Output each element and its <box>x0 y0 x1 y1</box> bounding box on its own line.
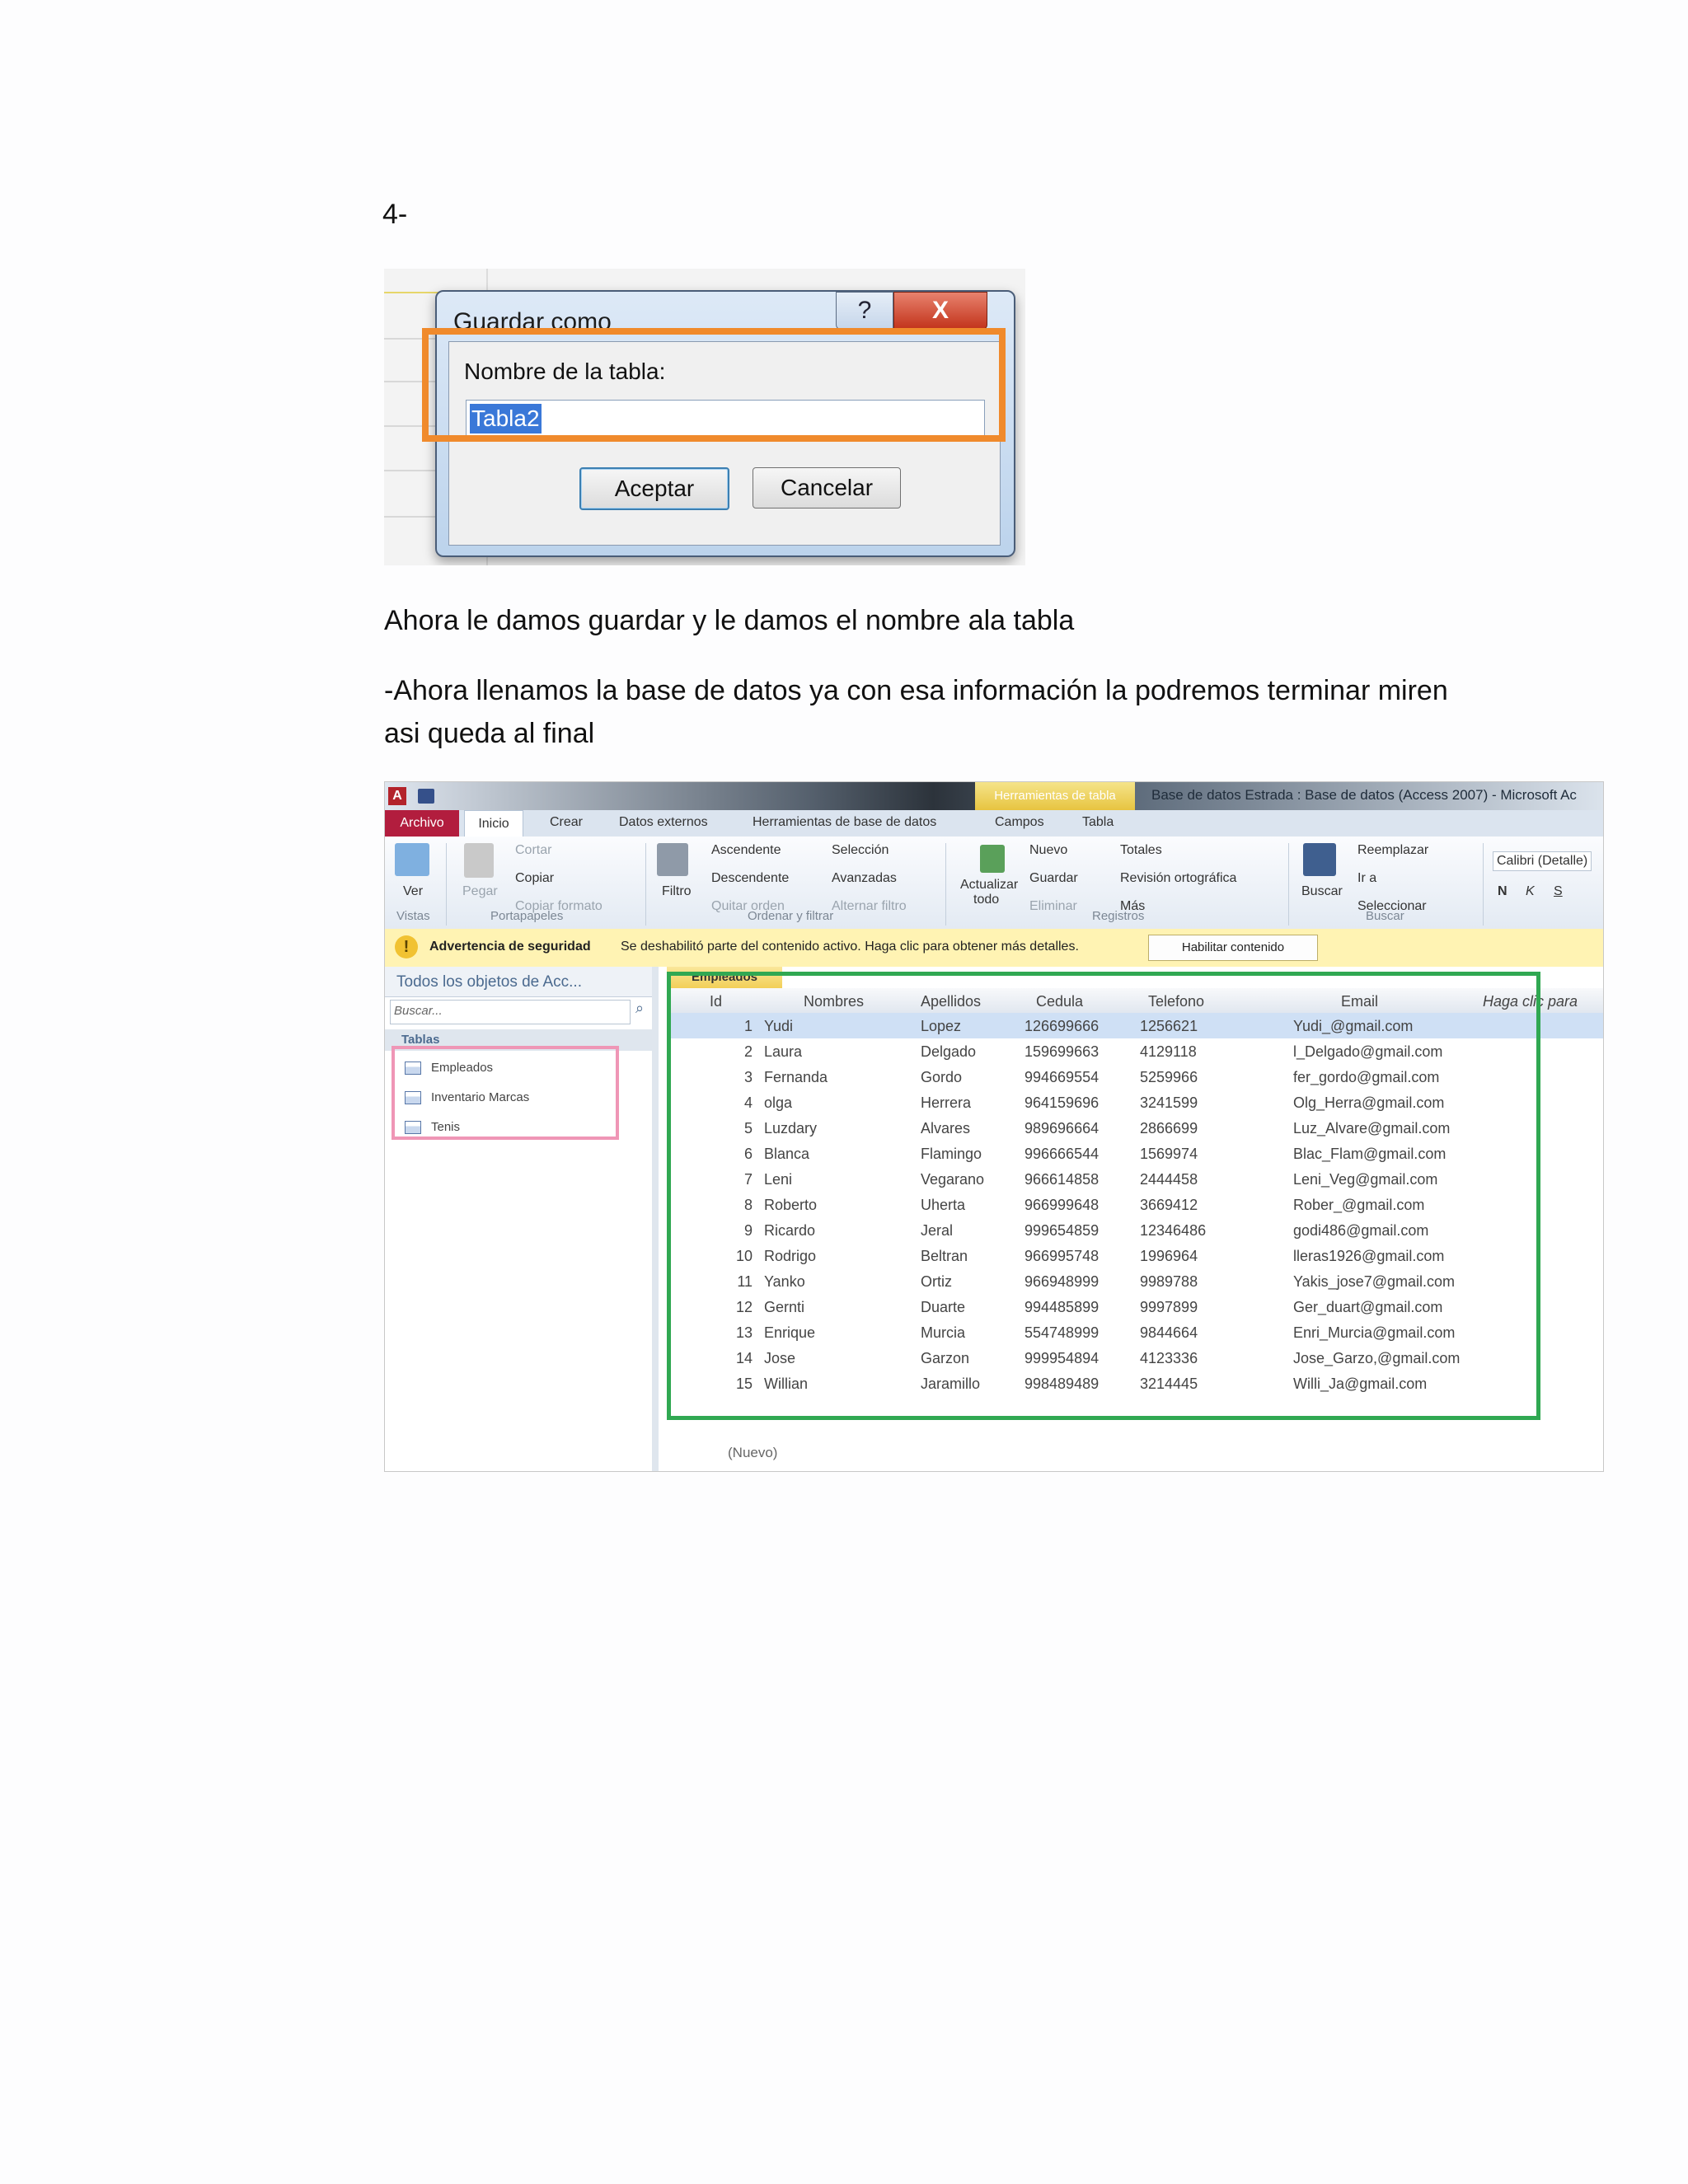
table-cell[interactable]: Herrera <box>921 1094 972 1111</box>
table-cell[interactable]: 5259966 <box>1140 1069 1198 1085</box>
table-cell[interactable]: 2444458 <box>1140 1171 1198 1188</box>
group-registros: Registros <box>1092 909 1145 923</box>
table-cell[interactable]: Blac_Flam@gmail.com <box>1293 1146 1447 1162</box>
tab-tabla[interactable]: Tabla <box>1082 815 1114 829</box>
table-cell[interactable]: Yakis_jose7@gmail.com <box>1293 1273 1456 1290</box>
column-header[interactable]: Apellidos <box>921 993 982 1010</box>
table-cell[interactable]: 966614858 <box>1025 1171 1100 1188</box>
filter-icon <box>657 843 688 876</box>
italic-button[interactable]: K <box>1526 884 1535 898</box>
table-name-value: Tabla2 <box>470 404 542 434</box>
advanced-button[interactable]: Avanzadas <box>832 871 897 885</box>
warning-icon: ! <box>395 935 418 958</box>
table-cell[interactable]: Luz_Alvare@gmail.com <box>1293 1120 1451 1137</box>
table-tab-empleados[interactable]: Empleados <box>667 967 782 988</box>
paragraph-1: Ahora le damos guardar y le damos el nombre ala tabla <box>384 605 1075 636</box>
table-cell[interactable]: Rober_@gmail.com <box>1293 1197 1425 1213</box>
select-button[interactable]: Seleccionar <box>1357 899 1427 913</box>
ribbon-tabs <box>385 810 1603 837</box>
table-cell[interactable]: 994485899 <box>1025 1299 1100 1315</box>
table-cell[interactable]: 14 <box>735 1350 753 1366</box>
datasheet <box>659 967 1603 1471</box>
table-cell[interactable]: 4 <box>743 1094 753 1111</box>
nav-header-label: Todos los objetos de Acc... <box>396 973 582 991</box>
table-cell[interactable]: fer_gordo@gmail.com <box>1293 1069 1440 1085</box>
table-cell[interactable]: Laura <box>764 1043 803 1060</box>
table-cell[interactable]: 12346486 <box>1140 1222 1207 1239</box>
filter-button[interactable]: Filtro <box>662 884 692 898</box>
table-cell[interactable]: Ortiz <box>921 1273 952 1290</box>
accept-button[interactable]: Aceptar <box>579 467 729 510</box>
table-cell[interactable]: olga <box>764 1094 793 1111</box>
table-cell[interactable]: godi486@gmail.com <box>1293 1222 1429 1239</box>
table-cell[interactable]: 2 <box>743 1043 753 1060</box>
table-cell[interactable]: 12 <box>735 1299 753 1315</box>
paragraph-2-line-1: -Ahora llenamos la base de datos ya con esa información la podremos terminar miren <box>384 675 1448 706</box>
table-cell[interactable]: 1569974 <box>1140 1146 1198 1162</box>
table-cell[interactable]: 9844664 <box>1140 1324 1198 1341</box>
view-icon <box>395 843 429 876</box>
table-cell[interactable]: 966948999 <box>1025 1273 1100 1290</box>
table-cell[interactable]: Yanko <box>764 1273 805 1290</box>
table-cell[interactable]: Luzdary <box>764 1120 818 1137</box>
group-ordenar: Ordenar y filtrar <box>748 909 834 923</box>
column-header[interactable]: Email <box>1341 993 1379 1010</box>
window-title: Base de datos Estrada : Base de datos (Access 2007) - Microsoft Ac <box>1151 787 1577 803</box>
table-cell[interactable]: 996666544 <box>1025 1146 1100 1162</box>
table-cell[interactable]: 3214445 <box>1140 1376 1198 1392</box>
save-icon[interactable] <box>418 789 434 804</box>
table-cell[interactable]: Ger_duart@gmail.com <box>1293 1299 1443 1315</box>
table-cell[interactable]: 126699666 <box>1025 1018 1100 1034</box>
table-cell[interactable]: 5 <box>743 1120 753 1137</box>
warning-message: Se deshabilitó parte del contenido activo. Haga clic para obtener más detalles. <box>621 940 1079 954</box>
table-cell[interactable]: Fernanda <box>764 1069 828 1085</box>
title-bar <box>385 782 1603 810</box>
table-cell[interactable]: Alvares <box>921 1120 971 1137</box>
sort-ascending-button[interactable]: Ascendente <box>711 843 781 857</box>
table-cell[interactable]: Roberto <box>764 1197 818 1213</box>
nav-section-label: Tablas <box>401 1033 440 1047</box>
find-icon <box>1303 843 1336 876</box>
nav-search-input[interactable] <box>390 1000 631 1024</box>
tab-herramientas[interactable]: Herramientas de base de datos <box>753 815 937 829</box>
table-cell[interactable]: 13 <box>735 1324 753 1341</box>
context-tab-label: Herramientas de tabla <box>975 782 1135 810</box>
tab-datos-externos[interactable]: Datos externos <box>619 815 708 829</box>
table-cell[interactable]: Yudi <box>764 1018 794 1034</box>
bold-button[interactable]: N <box>1498 884 1507 898</box>
column-header[interactable]: Id <box>710 993 723 1010</box>
table-cell[interactable]: 10 <box>735 1248 753 1264</box>
table-cell[interactable]: Vegarano <box>921 1171 985 1188</box>
table-cell[interactable]: Willian <box>764 1376 809 1392</box>
paste-button[interactable]: Pegar <box>462 884 498 898</box>
table-cell[interactable]: Murcia <box>921 1324 966 1341</box>
refresh-icon <box>980 845 1005 873</box>
sort-descending-button[interactable]: Descendente <box>711 871 790 885</box>
warning-title: Advertencia de seguridad <box>429 940 591 954</box>
table-cell[interactable]: 989696664 <box>1025 1120 1100 1137</box>
group-buscar: Buscar <box>1366 909 1404 923</box>
column-header[interactable]: Nombres <box>804 993 865 1010</box>
spelling-button[interactable]: Revisión ortográfica <box>1120 871 1237 885</box>
tab-campos[interactable]: Campos <box>995 815 1044 829</box>
view-button[interactable]: Ver <box>403 884 424 898</box>
table-cell[interactable]: Jose_Garzo,@gmail.com <box>1293 1350 1461 1366</box>
refresh-all-sublabel: todo <box>973 893 1000 907</box>
copy-button[interactable]: Copiar <box>515 871 555 885</box>
new-record-button[interactable]: Nuevo <box>1029 843 1068 857</box>
underline-button[interactable]: S <box>1554 884 1563 898</box>
table-cell[interactable]: 966995748 <box>1025 1248 1100 1264</box>
table-cell[interactable]: Garzon <box>921 1350 970 1366</box>
table-cell[interactable]: Jeral <box>921 1222 954 1239</box>
find-button[interactable]: Buscar <box>1301 884 1343 898</box>
ribbon <box>385 837 1603 930</box>
tab-archivo[interactable]: Archivo <box>385 810 459 837</box>
table-cell[interactable]: 159699663 <box>1025 1043 1100 1060</box>
more-button[interactable]: Más <box>1120 899 1146 913</box>
nav-item-label: Inventario Marcas <box>431 1090 530 1104</box>
enable-content-button[interactable]: Habilitar contenido <box>1148 935 1318 961</box>
table-cell[interactable]: 3 <box>743 1069 753 1085</box>
group-vistas: Vistas <box>396 909 430 923</box>
totals-button[interactable]: Totales <box>1120 843 1162 857</box>
selection-button[interactable]: Selección <box>832 843 889 857</box>
table-cell[interactable]: 9 <box>743 1222 753 1239</box>
font-select[interactable]: Calibri (Detalle) <box>1493 851 1592 871</box>
table-cell[interactable]: 2866699 <box>1140 1120 1198 1137</box>
table-cell[interactable]: Delgado <box>921 1043 977 1060</box>
table-cell[interactable]: Gernti <box>764 1299 805 1315</box>
goto-button[interactable]: Ir a <box>1357 871 1377 885</box>
table-cell[interactable]: 3241599 <box>1140 1094 1198 1111</box>
tab-crear[interactable]: Crear <box>550 815 584 829</box>
table-cell[interactable]: 4123336 <box>1140 1350 1198 1366</box>
column-header[interactable]: Cedula <box>1036 993 1084 1010</box>
table-cell[interactable]: l_Delgado@gmail.com <box>1293 1043 1443 1060</box>
table-cell[interactable]: Ricardo <box>764 1222 816 1239</box>
table-cell[interactable]: 9997899 <box>1140 1299 1198 1315</box>
tab-inicio[interactable]: Inicio <box>464 810 523 837</box>
table-cell[interactable]: Yudi_@gmail.com <box>1293 1018 1414 1034</box>
table-name-label: Nombre de la tabla: <box>464 359 666 384</box>
table-cell[interactable]: 8 <box>743 1197 753 1213</box>
refresh-all-button[interactable]: Actualizar <box>960 878 1019 892</box>
toggle-filter-button[interactable]: Alternar filtro <box>832 899 907 913</box>
step-number: 4- <box>382 199 408 230</box>
table-cell[interactable]: 9989788 <box>1140 1273 1198 1290</box>
table-cell[interactable]: Rodrigo <box>764 1248 817 1264</box>
navigation-pane <box>385 967 659 1471</box>
table-cell[interactable]: Enrique <box>764 1324 816 1341</box>
format-painter-button[interactable]: Copiar formato <box>515 899 603 913</box>
table-cell[interactable]: Flamingo <box>921 1146 982 1162</box>
table-cell[interactable]: 1 <box>743 1018 753 1034</box>
table-cell[interactable]: 554748999 <box>1025 1324 1100 1341</box>
access-logo-icon: A <box>388 787 406 805</box>
table-cell[interactable]: Leni <box>764 1171 793 1188</box>
table-cell[interactable]: 7 <box>743 1171 753 1188</box>
nav-header[interactable] <box>385 967 652 997</box>
table-cell[interactable]: 999954894 <box>1025 1350 1100 1366</box>
table-cell[interactable]: Olg_Herra@gmail.com <box>1293 1094 1445 1111</box>
table-cell[interactable]: 4129118 <box>1140 1043 1197 1060</box>
table-cell[interactable]: Gordo <box>921 1069 963 1085</box>
table-cell[interactable]: 964159696 <box>1025 1094 1100 1111</box>
table-cell[interactable]: Duarte <box>921 1299 966 1315</box>
table-cell[interactable]: 11 <box>737 1273 753 1290</box>
save-record-button[interactable]: Guardar <box>1029 871 1078 885</box>
new-record-row[interactable]: (Nuevo) <box>728 1445 778 1460</box>
highlight-box-green <box>667 972 1540 1420</box>
table-cell[interactable]: lleras1926@gmail.com <box>1293 1248 1445 1264</box>
save-as-screenshot <box>384 269 1025 565</box>
add-column-header[interactable]: Haga clic para <box>1483 993 1578 1010</box>
table-cell[interactable]: Blanca <box>764 1146 810 1162</box>
cut-button[interactable]: Cortar <box>515 843 552 857</box>
table-cell[interactable]: Willi_Ja@gmail.com <box>1293 1376 1428 1392</box>
nav-search-placeholder: Buscar... <box>394 1004 443 1018</box>
cancel-button[interactable]: Cancelar <box>753 467 901 509</box>
table-cell[interactable]: Beltran <box>921 1248 968 1264</box>
table-cell[interactable]: 999654859 <box>1025 1222 1100 1239</box>
table-cell[interactable]: Jose <box>764 1350 796 1366</box>
dialog-title: Guardar como <box>453 308 612 335</box>
table-cell[interactable]: 998489489 <box>1025 1376 1100 1392</box>
clear-sort-button[interactable]: Quitar orden <box>711 899 785 913</box>
table-cell[interactable]: 1256621 <box>1140 1018 1198 1034</box>
nav-item-label: Empleados <box>431 1061 494 1075</box>
replace-button[interactable]: Reemplazar <box>1357 843 1429 857</box>
table-cell[interactable]: Uherta <box>921 1197 966 1213</box>
security-warning-bar <box>385 929 1603 968</box>
close-button[interactable]: X <box>893 292 987 330</box>
table-cell[interactable]: 994669554 <box>1025 1069 1100 1085</box>
table-cell[interactable]: 3669412 <box>1140 1197 1198 1213</box>
nav-item-label: Tenis <box>431 1120 461 1134</box>
table-cell[interactable]: Leni_Veg@gmail.com <box>1293 1171 1438 1188</box>
highlight-box-pink <box>392 1046 619 1140</box>
help-button[interactable]: ? <box>836 292 893 330</box>
table-cell[interactable]: Enri_Murcia@gmail.com <box>1293 1324 1456 1341</box>
column-header[interactable]: Telefono <box>1148 993 1205 1010</box>
table-cell[interactable]: 6 <box>743 1146 753 1162</box>
highlight-box-orange <box>422 328 1006 442</box>
paragraph-2-line-2: asi queda al final <box>384 718 595 749</box>
paste-icon <box>464 843 494 878</box>
search-icon[interactable]: ⌕ <box>635 1000 645 1016</box>
group-portapapeles: Portapapeles <box>490 909 564 923</box>
table-cell[interactable]: 966999648 <box>1025 1197 1100 1213</box>
table-cell[interactable]: Jaramillo <box>921 1376 981 1392</box>
table-cell[interactable]: 15 <box>735 1376 753 1392</box>
access-screenshot <box>384 781 1604 1472</box>
table-cell[interactable]: 1996964 <box>1140 1248 1198 1264</box>
table-cell[interactable]: Lopez <box>921 1018 962 1034</box>
delete-record-button[interactable]: Eliminar <box>1029 899 1077 913</box>
